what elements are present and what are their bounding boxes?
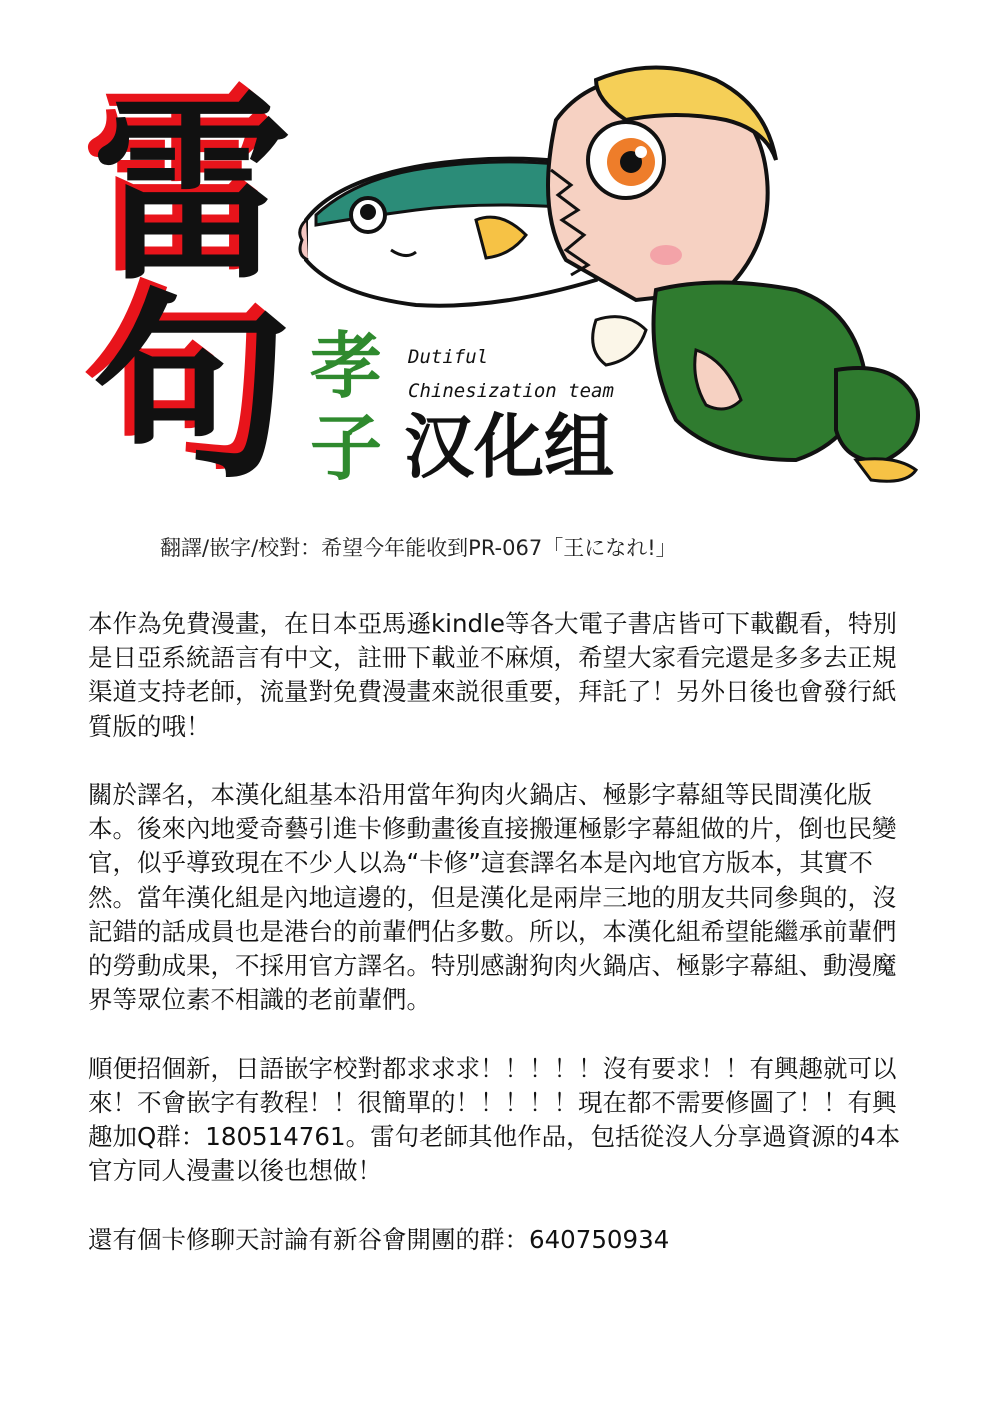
logo-character-lei: 雷	[92, 75, 293, 308]
logo-character-xiao: 孝	[310, 324, 383, 408]
paragraph-recruitment: 順便招個新，日語嵌字校對都求求求！！！！！沒有要求！！有興趣就可以來！不會嵌字有教程！！很簡單的！！！！！現在都不需要修圖了！！有興趣加Q群：180514761。雷句老師其他作品，包括從沒人分享過資源的4本官方同人漫畫以後也想做！	[88, 1053, 901, 1186]
team-name-chinese: 汉化组	[404, 406, 614, 488]
team-name-english-line1: Dutiful	[408, 346, 489, 368]
paragraph-chat-group: 還有個卡修聊天討論有新谷會開團的群：640750934	[88, 1224, 670, 1254]
mascot-fish-illustration	[296, 60, 936, 500]
paragraph-free-manga: 本作為免費漫畫，在日本亞馬遜kindle等各大電子書店皆可下載觀看，特別是日亞系統語言有中文，註冊下載並不麻煩，希望大家看完還是多多去正規渠道支持老師，流量對免費漫畫來説很重要，拜託了！另外日後也會發行紙質版的哦！	[88, 609, 897, 741]
credits-line: 翻譯/嵌字/校對：希望今年能收到PR-067「王になれ!」	[160, 536, 677, 560]
logo-character-ju: 句	[92, 273, 293, 506]
paragraph-translation-names: 關於譯名，本漢化組基本沿用當年狗肉火鍋店、極影字幕組等民間漢化版本。後來內地愛奇藝引進卡修動畫後直接搬運極影字幕組做的片，倒也民變官，似乎導致現在不少人以為“卡修”這套譯名本是內地官方版本，其實不然。當年漢化組是內地這邊的，但是漢化是兩岸三地的朋友共同參與的，沒記錯的話成員也是港台的前輩們佔多數。所以，本漢化組希望能繼承前輩們的勞動成果，不採用官方譯名。特別感謝狗肉火鍋店、極影字幕組、動漫魔界等眾位素不相識的老前輩們。	[88, 780, 897, 1015]
notice-body	[88, 607, 920, 1291]
team-name-english-line2: Chinesization team	[408, 380, 614, 402]
logo-character-zi: 子	[310, 406, 383, 490]
